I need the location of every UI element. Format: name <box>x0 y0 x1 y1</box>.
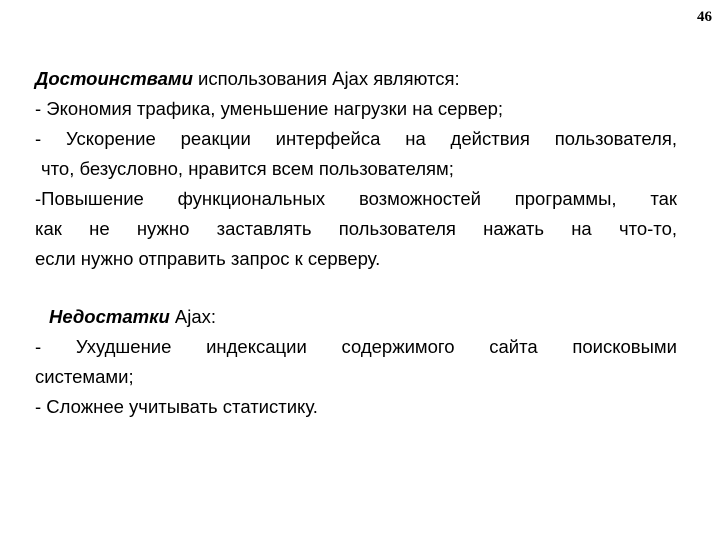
disadvantages-heading-emphasis: Недостатки <box>49 306 170 327</box>
disadvantage-item-indexing-line1: - Ухудшение индексации содержимого сайта поисковыми <box>35 336 677 357</box>
advantage-item-functionality-line1: -Повышение функциональных возможностей программы, так <box>35 188 677 209</box>
disadvantages-heading-rest: Ajax: <box>169 306 217 327</box>
slide-body <box>35 64 677 422</box>
disadvantages-heading <box>35 302 677 332</box>
advantage-item-traffic: - Экономия трафика, уменьшение нагрузки на сервер; <box>35 98 504 119</box>
advantage-item-functionality-line3: если нужно отправить запрос к серверу. <box>35 248 381 269</box>
advantage-item-speed-line2: что, безусловно, нравится всем пользователям; <box>41 158 454 179</box>
advantage-item-functionality-line2: как не нужно заставлять пользователя нажать на что-то, <box>35 218 677 239</box>
disadvantage-item-indexing-line2: системами; <box>35 366 134 387</box>
section-spacer <box>35 274 677 302</box>
advantages-heading-emphasis: Достоинствами <box>35 68 193 89</box>
advantages-heading-rest: использования Ajax являются: <box>192 68 460 89</box>
page-number: 46 <box>697 9 712 25</box>
disadvantage-item-statistics: - Сложнее учитывать статистику. <box>35 396 318 417</box>
advantages-heading <box>35 64 677 94</box>
advantage-item-speed-line1: - Ускорение реакции интерфейса на действия пользователя, <box>35 128 677 149</box>
